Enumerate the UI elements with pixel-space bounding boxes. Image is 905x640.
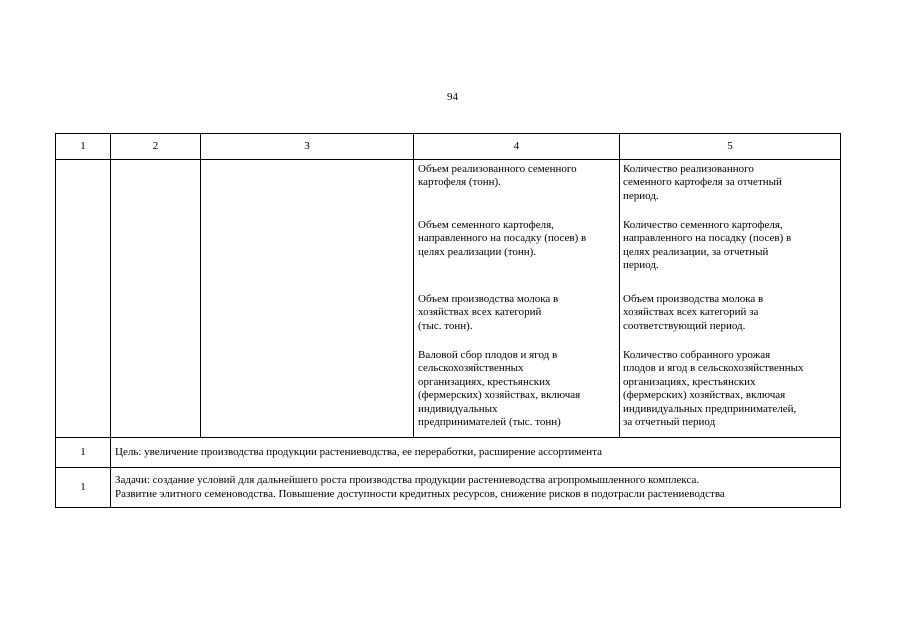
tasks-number: 1 — [56, 468, 111, 508]
indicator-name: Объем производства молока в хозяйствах всех категорий (тыс. тонн). — [418, 293, 559, 332]
goal-number: 1 — [56, 438, 111, 468]
indicator-descriptions-cell — [620, 160, 841, 438]
column-header-2: 2 — [111, 134, 201, 160]
cell-empty-col2 — [111, 160, 201, 438]
column-header-1: 1 — [56, 134, 111, 160]
table-header-row — [56, 134, 841, 160]
cell-empty-col3 — [201, 160, 414, 438]
indicator-description: Количество собранного урожая плодов и ягод в сельскохозяйственных организациях, крестьянских (фермерских) хозяйствах, включая индивидуальных предпринимателей, за отчетный период — [623, 349, 804, 429]
table-row-tasks — [56, 468, 841, 508]
indicator-description: Количество реализованного семенного картофеля за отчетный период. — [623, 163, 782, 202]
indicator-name: Объем семенного картофеля, направленного на посадку (посев) в целях реализации (тонн). — [418, 219, 587, 258]
indicator-name: Валовой сбор плодов и ягод в сельскохозяйственных организациях, крестьянских (фермерских) хозяйствах, включая индивидуальных предпринимателей (тыс. тонн) — [418, 349, 581, 429]
table-row-indicators — [56, 160, 841, 438]
indicators-table — [55, 133, 841, 508]
indicator-description: Объем производства молока в хозяйствах всех категорий за соответствующий период. — [623, 293, 764, 332]
column-header-4: 4 — [414, 134, 620, 160]
table-row-goal — [56, 438, 841, 468]
page-number: 94 — [447, 91, 458, 103]
indicator-description: Количество семенного картофеля, направленного на посадку (посев) в целях реализации, за отчетный период. — [623, 219, 792, 272]
goal-text: Цель: увеличение производства продукции растениеводства, ее переработки, расширение ассортимента — [111, 438, 841, 468]
cell-empty-col1 — [56, 160, 111, 438]
indicator-names-cell — [414, 160, 620, 438]
column-header-3: 3 — [201, 134, 414, 160]
indicator-name: Объем реализованного семенного картофеля (тонн). — [418, 163, 577, 189]
column-header-5: 5 — [620, 134, 841, 160]
tasks-text: Задачи: создание условий для дальнейшего роста производства продукции растениеводства агропромышленного комплекса. Развитие элитного семеноводства. Повышение доступности кредитных ресурсов, снижение рисков в подотрасли растениеводства — [111, 468, 841, 508]
